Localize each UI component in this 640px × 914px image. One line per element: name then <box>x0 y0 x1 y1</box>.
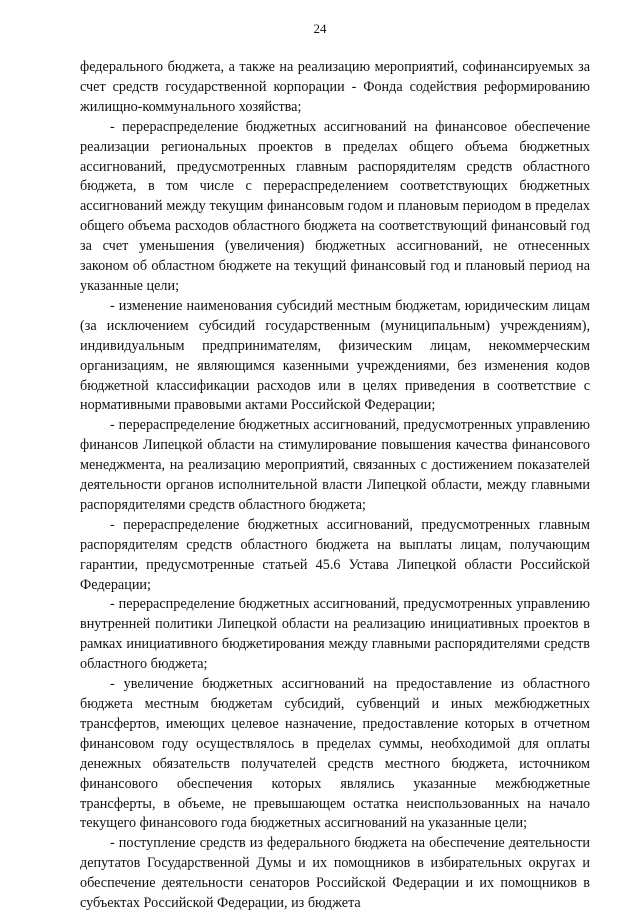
paragraph-continuation: федерального бюджета, а также на реализацию мероприятий, софинансируемых за счет средств государственной корпорации - Фонда содействия реформированию жилищно-коммунального хозяйства; <box>80 59 590 115</box>
page-number: 24 <box>313 21 327 36</box>
paragraph-intergovernmental-transfers: - увеличение бюджетных ассигнований на предоставление из областного бюджета местным бюджетам субсидий, субвенций и иных межбюджетных трансфертов, имеющих целевое назначение, предоставление которых в отчетном финансовом году осуществлялось в пределах суммы, необходимой для оплаты денежных обязательств получателей средств местного бюджета, источником финансового обеспечения которых являлись указанные межбюджетные трансферты, в объеме, не превышающем остатка неиспользованных на начало текущего финансового года бюджетных ассигнований на указанные цели; <box>80 676 590 832</box>
paragraph-regional-projects: - перераспределение бюджетных ассигнований на финансовое обеспечение реализации региональных проектов в пределах общего объема бюджетных ассигнований, предусмотренных главным распорядителям средств областного бюджета, в том числе с перераспределением соответствующих бюджетных ассигнований между текущим финансовым годом и плановым периодом в пределах общего объема расходов областного бюджета на соответствующий финансовый год за счет уменьшения (увеличения) бюджетных ассигнований, не отнесенных законом об областном бюджете на текущий финансовый год и плановый период на указанные цели; <box>80 118 590 294</box>
paragraph-subsidy-names: - изменение наименования субсидий местным бюджетам, юридическим лицам (за исключением субсидий государственным (муниципальным) учреждениям), индивидуальным предпринимателям, физическим лицам, некоммерческим организациям, не являющимся казенными учреждениями, без изменения кодов бюджетной классификации расходов или в целях приведения в соответствие с нормативными правовыми актами Российской Федерации; <box>80 297 590 414</box>
paragraph-guarantee-payments: - перераспределение бюджетных ассигнований, предусмотренных главным распорядителям средств областного бюджета на выплаты лицам, получающим гарантии, предусмотренные статьей 45.6 Устава Липецкой области Российской Федерации; <box>80 516 590 593</box>
paragraph-initiative-projects: - перераспределение бюджетных ассигнований, предусмотренных управлению внутренней политики Липецкой области на реализацию инициативных проектов в рамках инициативного бюджетирования между главными распорядителями средств областного бюджета; <box>80 596 590 673</box>
paragraph-financial-management: - перераспределение бюджетных ассигнований, предусмотренных управлению финансов Липецкой области на стимулирование повышения качества финансового менеджмента, на реализацию мероприятий, связанных с достижением показателей деятельности органов исполнительной власти Липецкой области, между главными распорядителями средств областного бюджета; <box>80 417 590 513</box>
document-body <box>80 58 590 914</box>
paragraph-federal-funds: - поступление средств из федерального бюджета на обеспечение деятельности депутатов Государственной Думы и их помощников в избирательных округах и обеспечение деятельности сенаторов Российской Федерации и их помощников в субъектах Российской Федерации, из бюджета <box>80 835 590 912</box>
